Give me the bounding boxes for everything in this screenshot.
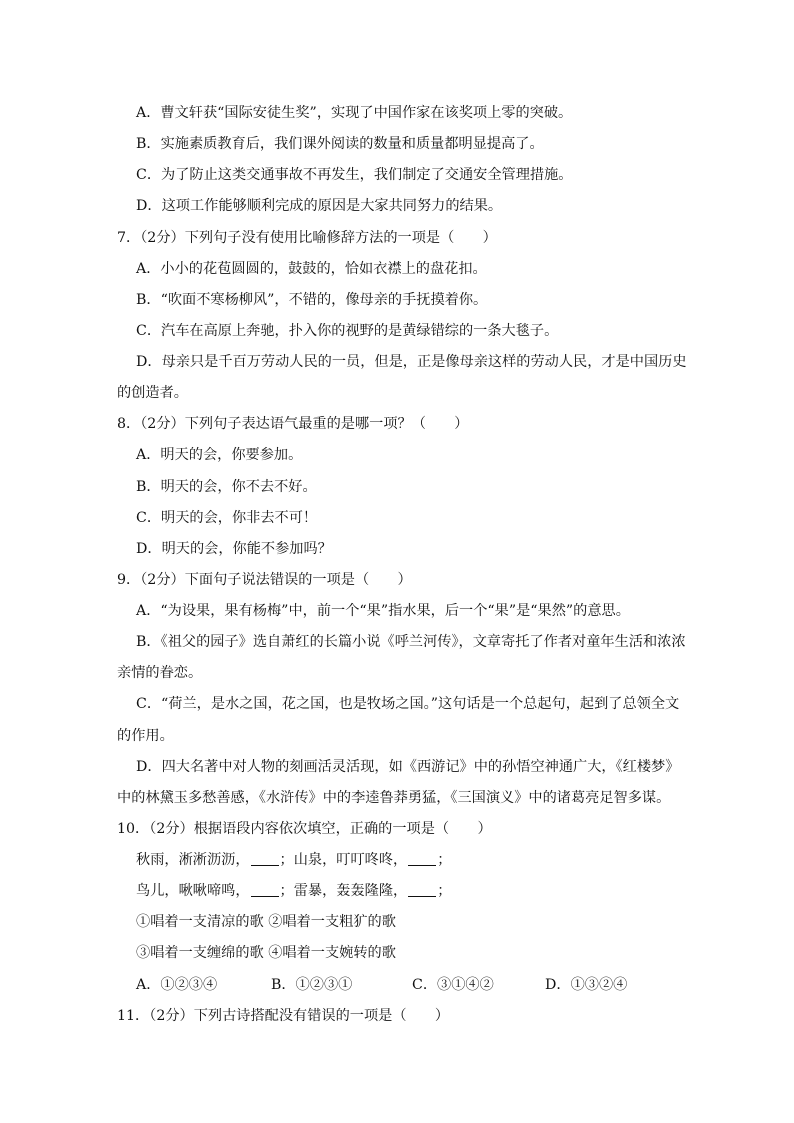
fill-blank <box>251 851 279 866</box>
q10-line2-part1: 鸟儿，啾啾啼鸣， <box>136 883 250 899</box>
q10-passage-line-2 <box>136 881 451 901</box>
q9-option-a: A．“为设果，果有杨梅”中，前一个“果”指水果，后一个“果”是“果然”的意思。 <box>136 603 630 619</box>
q7-option-a: A．小小的花苞圆圆的，鼓鼓的，恰如衣襟上的盘花扣。 <box>136 261 487 277</box>
q10-line1-part1: 秋雨，淅淅沥沥， <box>136 852 250 868</box>
q8-stem: 8．（2分）下列句子表达语气最重的是哪一项？（ ） <box>117 416 469 432</box>
q10-option-d: D．①③②④ <box>545 977 628 993</box>
q9-option-c-cont: 的作用。 <box>117 728 174 744</box>
q10-stem: 10．（2分）根据语段内容依次填空，正确的一项是（ ） <box>117 821 492 837</box>
q7-option-d-cont: 的创造者。 <box>117 385 188 401</box>
q6-option-d: D．这项工作能够顺利完成的原因是大家共同努力的结果。 <box>136 198 503 214</box>
q9-option-c: C．“荷兰，是水之国，花之国，也是牧场之国。”这句话是一个总起句，起到了总领全文 <box>136 696 680 712</box>
fill-blank <box>408 851 436 866</box>
q10-line2-part3: ； <box>437 883 452 899</box>
fill-blank <box>251 882 279 897</box>
q8-option-d: D．明天的会，你能不参加吗？ <box>136 541 332 557</box>
q10-option-b: B．①②③① <box>271 977 353 993</box>
q10-choices-line-2: ③唱着一支缠绵的歌 ④唱着一支婉转的歌 <box>136 945 396 961</box>
q10-choices-line-1: ①唱着一支清凉的歌 ②唱着一支粗犷的歌 <box>136 914 396 930</box>
q7-stem: 7．（2分）下列句子没有使用比喻修辞方法的一项是（ ） <box>117 230 497 246</box>
q10-passage-line-1 <box>136 850 451 870</box>
q10-line2-part2: ；雷暴，轰轰隆隆， <box>279 883 408 899</box>
q9-stem: 9．（2分）下面句子说法错误的一项是（ ） <box>117 572 412 588</box>
fill-blank <box>408 882 436 897</box>
q10-line1-part3: ； <box>437 852 452 868</box>
q10-option-a: A．①②③④ <box>136 977 218 993</box>
q9-option-b-cont: 亲情的眷恋。 <box>117 665 203 681</box>
q6-option-b: B．实施素质教育后，我们课外阅读的数量和质量都明显提高了。 <box>136 136 544 152</box>
q6-option-a: A．曹文轩获“国际安徒生奖”，实现了中国作家在该奖项上零的突破。 <box>136 105 573 121</box>
q7-option-d: D．母亲只是千百万劳动人民的一员，但是，正是像母亲这样的劳动人民，才是中国历史 <box>136 354 687 370</box>
q9-option-b: B．《祖父的园子》选自萧红的长篇小说《呼兰河传》，文章寄托了作者对童年生活和浓浓 <box>136 634 686 650</box>
q8-option-c: C．明天的会，你非去不可！ <box>136 510 318 526</box>
q8-option-b: B．明天的会，你不去不好。 <box>136 479 317 495</box>
q10-option-c: C．③①④② <box>412 977 494 993</box>
q7-option-b: B．“吹面不寒杨柳风”，不错的，像母亲的手抚摸着你。 <box>136 292 488 308</box>
q9-option-d: D．四大名著中对人物的刻画活灵活现，如《西游记》中的孙悟空神通广大，《红楼梦》 <box>136 759 680 775</box>
q10-line1-part2: ；山泉，叮叮咚咚， <box>279 852 408 868</box>
q6-option-c: C．为了防止这类交通事故不再发生，我们制定了交通安全管理措施。 <box>136 167 573 183</box>
q11-stem: 11．（2分）下列古诗搭配没有错误的一项是（ ） <box>117 1008 450 1024</box>
q9-option-d-cont: 中的林黛玉多愁善感，《水浒传》中的李逵鲁莽勇猛，《三国演义》中的诸葛亮足智多谋。 <box>117 790 671 806</box>
q7-option-c: C．汽车在高原上奔驰，扑入你的视野的是黄绿错综的一条大毯子。 <box>136 323 559 339</box>
q8-option-a: A．明天的会，你要参加。 <box>136 447 303 463</box>
